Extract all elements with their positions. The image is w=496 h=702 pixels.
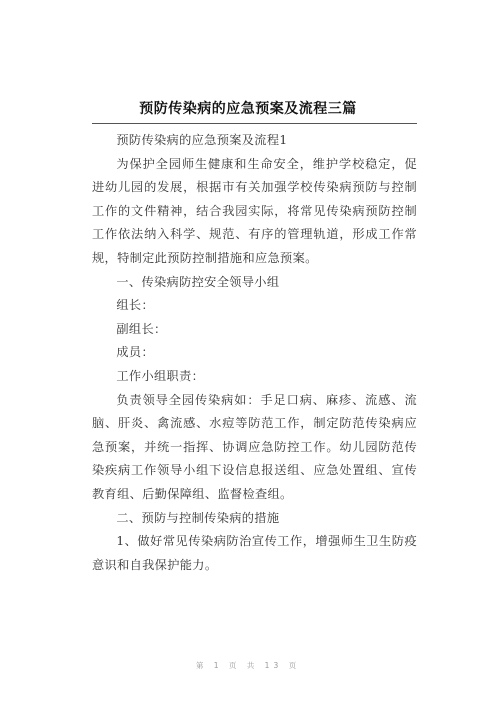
paragraph: 组长： [116,298,155,313]
paragraph: 负责领导全园传染病如：手足口病、麻疹、流感、流脑、肝炎、禽流感、水痘等防范工作，制定防范传染病应急预案，并统一指挥、协调应急防控工作。幼儿园防范传染疾病工作领导小组下设信息报送组、应急处置组、宣传教育组、后勤保障组、监督检查组。 [92,392,417,501]
section-heading: 二、预防与控制传染病的措施 [116,510,280,525]
page-number: 第 1 页 共 13 页 [195,661,301,670]
document-body [92,129,417,577]
paragraph: 副组长： [116,321,167,336]
paragraph: 1、做好常见传染病防治宣传工作，增强师生卫生防疫意识和自我保护能力。 [92,534,417,572]
title-divider [92,123,417,124]
paragraph: 为保护全园师生健康和生命安全，维护学校稳定，促进幼儿园的发展，根据市有关加强学校传染病预防与控制工作的文件精神，结合我园实际，将常见传染病预防控制工作依法纳入科学、规范、有序的管理轨道，形成工作常规，特制定此预防控制措施和应急预案。 [92,156,417,265]
paragraph: 工作小组职责： [116,368,205,383]
paragraph: 成员： [116,345,155,360]
section-heading: 预防传染病的应急预案及流程1 [116,133,288,147]
section-heading: 一、传染病防控安全领导小组 [116,274,280,289]
document-title: 预防传染病的应急预案及流程三篇 [139,101,357,117]
